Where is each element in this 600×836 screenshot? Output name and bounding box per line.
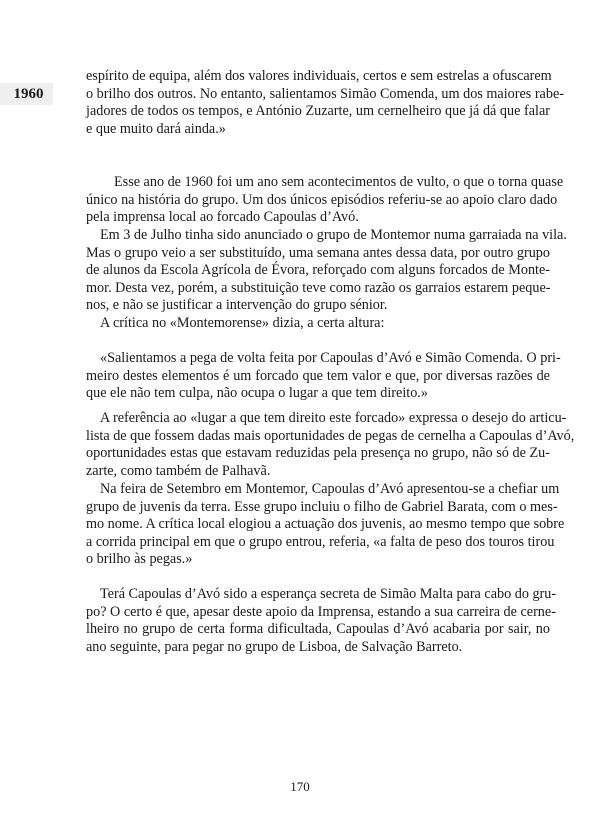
text-line: Mas o grupo veio a ser substituído, uma semana antes dessa data, por outro grupo — [86, 244, 550, 261]
text-line: Esse ano de 1960 foi um ano sem acontecimentos de vulto, o que o torna quase — [114, 174, 564, 190]
text-line: meiro destes elementos é um forcado que tem valor e que, por diversas razões de — [86, 367, 550, 384]
page-number: 170 — [290, 779, 310, 794]
paragraph-1 — [86, 174, 564, 227]
text-line: único na história do grupo. Um dos únicos episódios referiu-se ao apoio claro dado — [86, 191, 558, 208]
paragraph-6 — [86, 586, 557, 656]
text-line: oportunidades estas que estavam reduzidas pela presença no grupo, não só de Zu- — [86, 445, 550, 462]
margin-year-label: 1960 — [0, 83, 53, 105]
text-line: A crítica no «Montemorense» dizia, a certa altura: — [100, 315, 385, 331]
text-line: mor. Desta vez, porém, a substituição teve como razão os garraios estarem peque- — [86, 279, 551, 296]
text-line: pela imprensa local ao forcado Capoulas d’Avó. — [86, 209, 359, 226]
text-line: o brilho às pegas.» — [86, 551, 193, 568]
paragraph-4 — [86, 410, 575, 480]
paragraph-5 — [86, 481, 565, 569]
text-line: que ele não tem culpa, não ocupa o lugar a que tem direito.» — [86, 385, 428, 402]
text-line: lista de que fossem dadas mais oportunidades de pegas de cernelha a Capoulas d’Avó, — [86, 427, 575, 444]
text-line: grupo de juvenis da terra. Esse grupo incluiu o filho de Gabriel Barata, com o mes- — [86, 498, 558, 515]
text-line: nos, e não se justificar a intervenção do grupo sénior. — [86, 297, 388, 314]
paragraph-2 — [86, 227, 567, 315]
quote-continuation — [86, 68, 564, 138]
text-line: lheiro no grupo de certa forma dificultada, Capoulas d’Avó acabaria por sair, no — [86, 621, 550, 638]
text-line: mo nome. A crítica local elogiou a actuação dos juvenis, ao mesmo tempo que sobre — [86, 516, 565, 533]
text-line: Em 3 de Julho tinha sido anunciado o grupo de Montemor numa garraiada na vila. — [100, 227, 567, 243]
quote-2 — [86, 350, 561, 403]
text-line: Na feira de Setembro em Montemor, Capoulas d’Avó apresentou-se a chefiar um — [100, 481, 560, 497]
paragraph-3 — [86, 315, 550, 333]
text-line: ano seguinte, para pegar no grupo de Lisboa, de Salvação Barreto. — [86, 638, 463, 655]
text-line: Terá Capoulas d’Avó sido a esperança secreta de Simão Malta para cabo do gru- — [100, 586, 557, 602]
text-line: zarte, como também de Palhavã. — [86, 462, 271, 479]
text-line: a corrida principal em que o grupo entrou, referia, «a falta de peso dos touros tirou — [86, 533, 555, 550]
text-line: o brilho dos outros. No entanto, salientamos Simão Comenda, um dos maiores rabe- — [86, 85, 564, 102]
text-line: po? O certo é que, apesar deste apoio da Imprensa, estando a sua carreira de cerne- — [86, 603, 556, 620]
text-line: «Salientamos a pega de volta feita por Capoulas d’Avó e Simão Comenda. O pri- — [100, 350, 561, 366]
text-line: A referência ao «lugar a que tem direito este forcado» expressa o desejo do articu- — [100, 410, 567, 426]
text-line: e que muito dará ainda.» — [86, 120, 226, 137]
text-line: de alunos da Escola Agrícola de Évora, reforçado com alguns forcados de Monte- — [86, 262, 550, 279]
text-line: jadores de todos os tempos, e António Zuzarte, um cernelheiro que já dá que falar — [86, 103, 550, 120]
text-line: espírito de equipa, além dos valores individuais, certos e sem estrelas a ofuscarem — [86, 68, 552, 84]
